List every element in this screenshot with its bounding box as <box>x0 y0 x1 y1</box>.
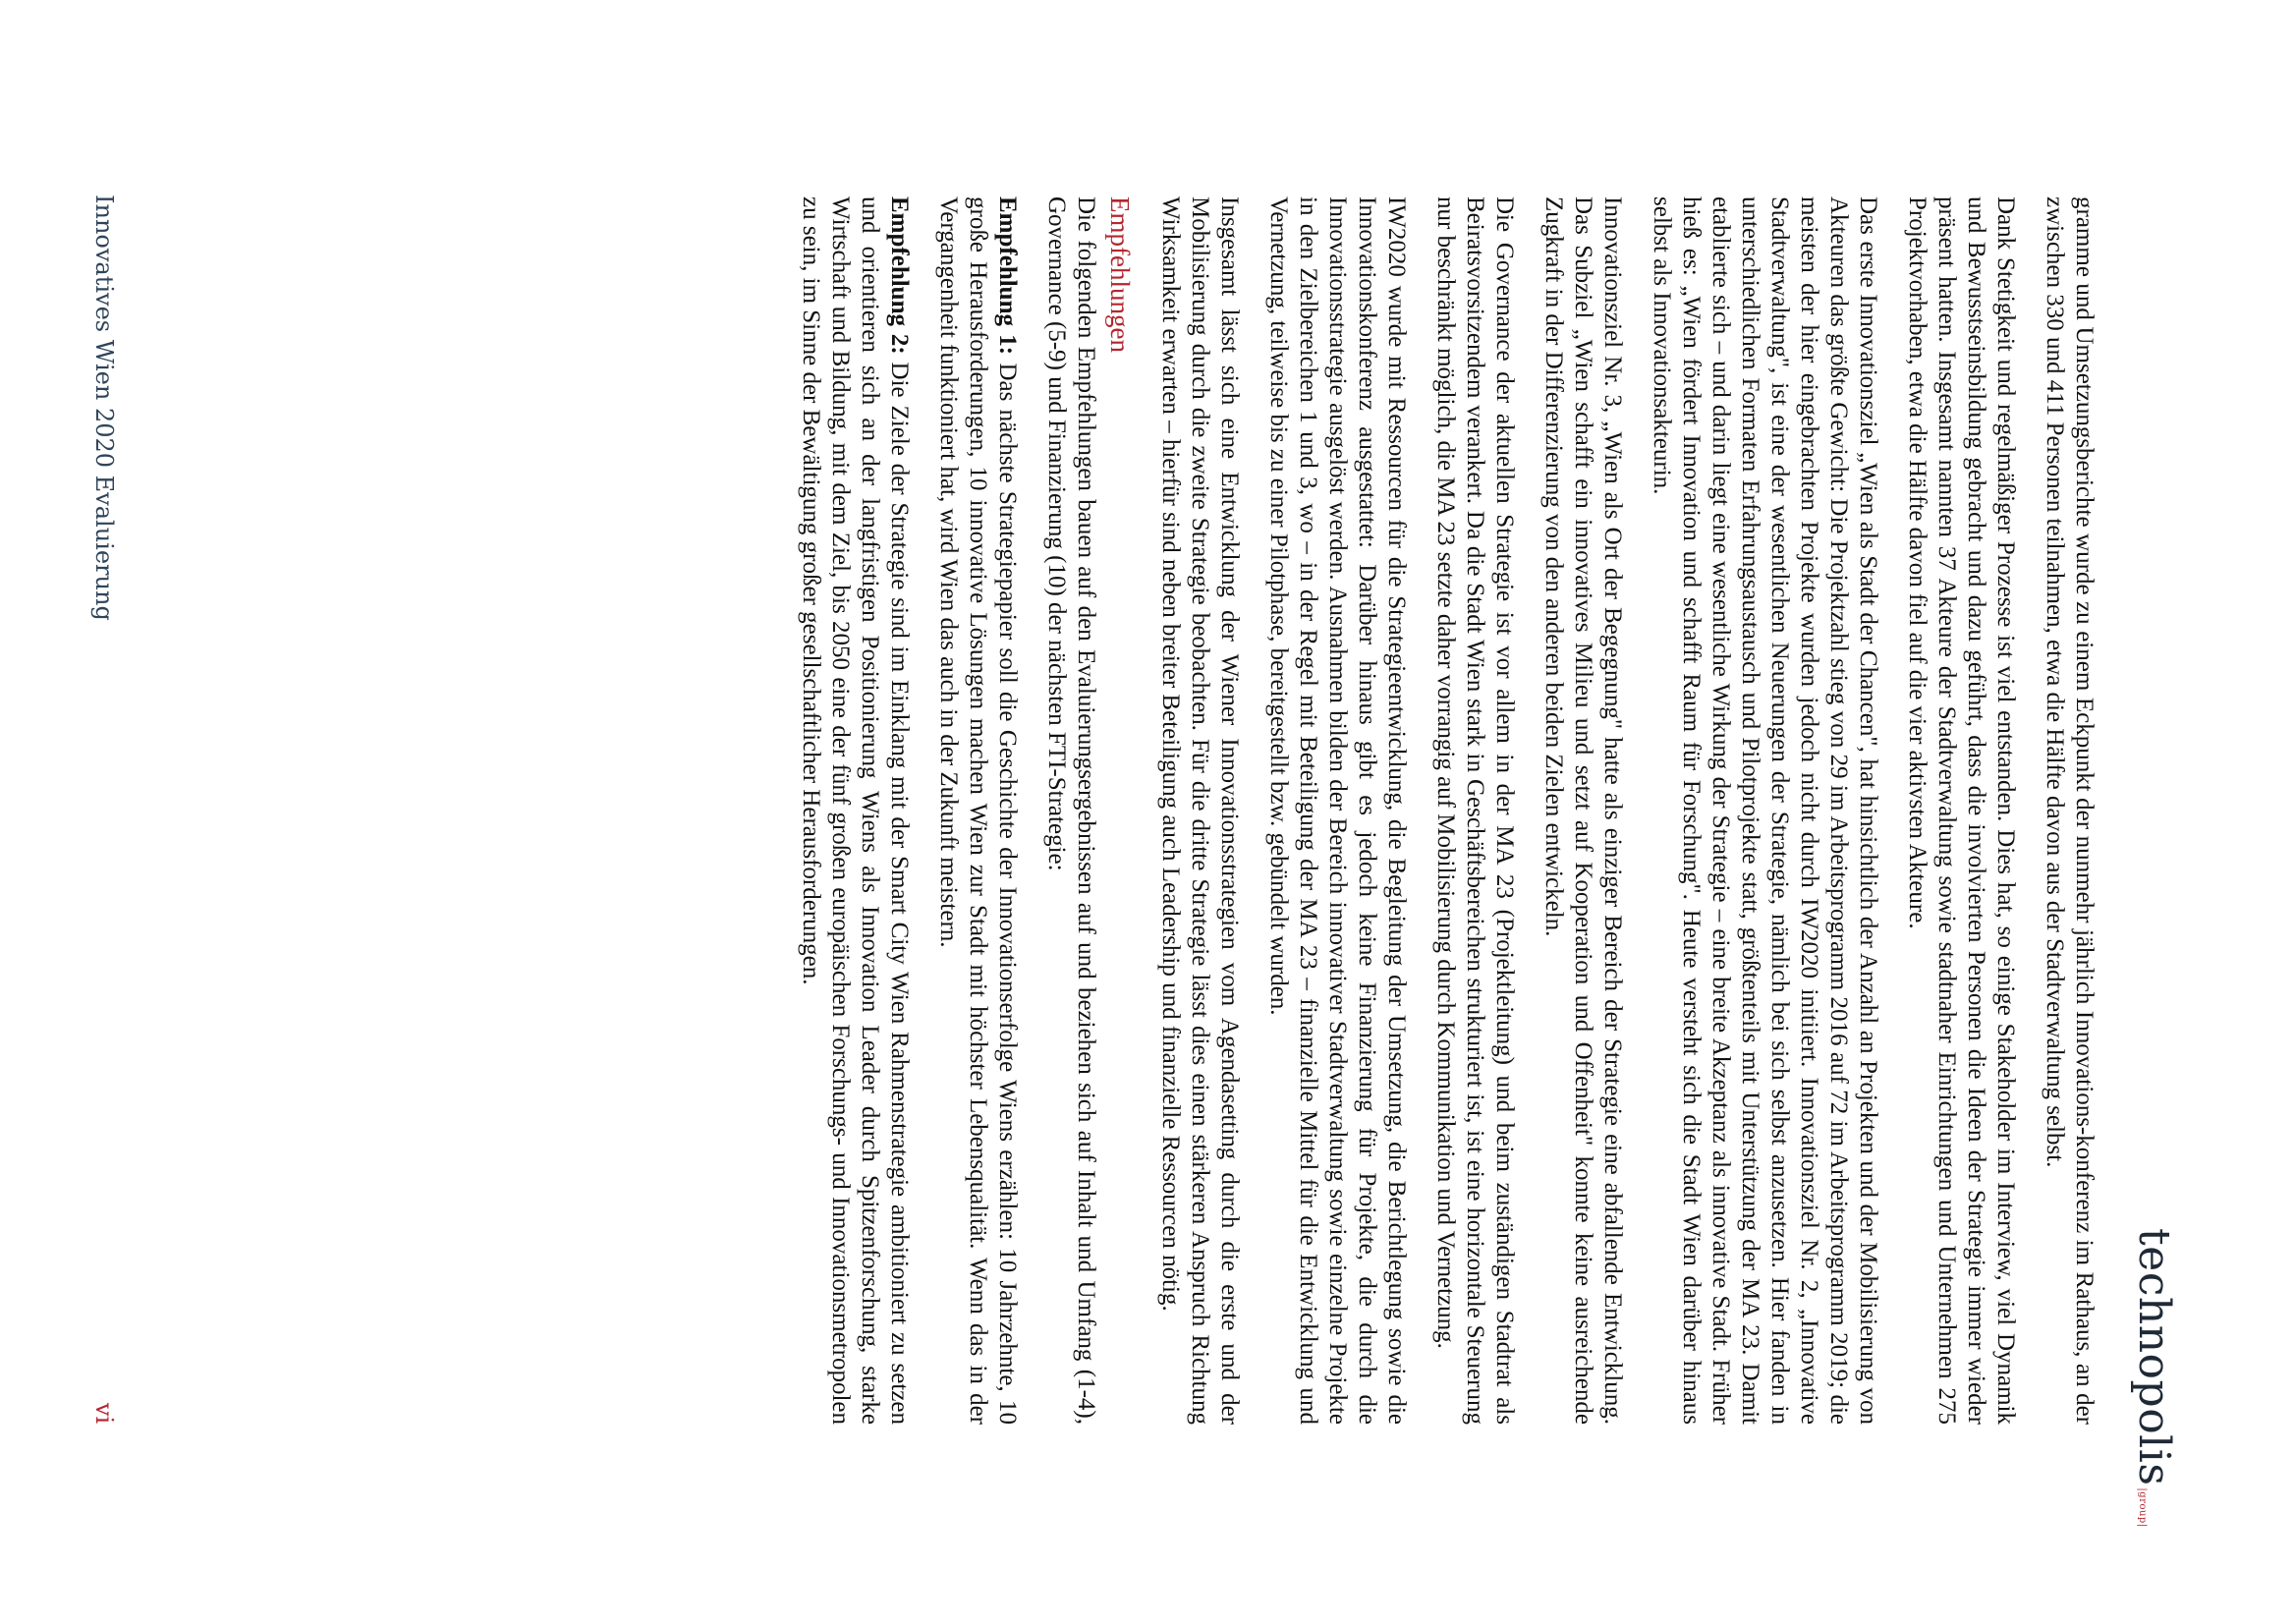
paragraph-4: Innovationsziel Nr. 3, „Wien als Ort der Begegnung" hatte als einziger Bereich der Strategie eine abfallende Entwicklung. Das Subziel „Wien schafft ein innovatives Milieu und setzt auf Kooperation und Offenheit" konnte keine ausreichende Zugkraft in der Differenzierung von den anderen beiden Zielen entwickeln. <box>1540 196 1626 1425</box>
paragraph-2: Dank Stetigkeit und regelmäßiger Prozesse ist viel entstanden. Dies hat, so einige Stakeholder im Interview, viel Dynamik und Bewusstseinsbildung gebracht und dazu geführt, dass die involvierten Personen die Ideen der Strategie immer wieder präsent hatten. Insgesamt nannten 37 Akteure der Stadtverwaltung sowie stadtnaher Einrichtungen und Unternehmen 275 Projektvorhaben, etwa die Hälfte davon fiel auf die vier aktivsten Akteure. <box>1904 196 2019 1425</box>
recommendation-2-label: Empfehlung 2: <box>886 196 913 355</box>
recommendation-1-label: Empfehlung 1: <box>994 196 1021 356</box>
paragraph-6: IW2020 wurde mit Ressourcen für die Strategieentwicklung, die Begleitung der Umsetzung, die Berichtlegung sowie die Innovationskonferenz ausgestattet: Darüber hinaus gibt es jedoch keine Finanzierung für Projekte, die durch die Innovationsstrategie ausgelöst werden. Ausnahmen bilden der Bereich innovativer Stadtverwaltung sowie einzelne Projekte in den Zielbereichen 1 und 3, wo – in der Regel mit Beteiligung der MA 23 – finanzielle Mittel für die Entwicklung und Vernetzung, teilweise bis zu einer Pilotphase, bereitgestellt bzw. gebündelt wurden. <box>1265 196 1410 1425</box>
logo-text: technopolis <box>2129 1228 2179 1486</box>
recommendation-1-text: Das nächste Strategiepapier soll die Geschichte der Innovationserfolge Wiens erzählen: 10 Jahrzehnte, 10 große Herausforderungen, 10 innovative Lösungen machen Wien zur Stadt mit höchster Lebensqualität. Wenn das in der Vergangenheit funktioniert hat, wird Wien das auch in der Zukunft meistern. <box>935 196 1021 1425</box>
paragraph-8: Die folgenden Empfehlungen bauen auf den Evaluierungsergebnissen auf und beziehen sich auf Inhalt und Umfang (1-4), Governance (5-9) und Finanzierung (10) der nächsten FTI-Strategie: <box>1043 196 1099 1425</box>
logo-subscript: |group| <box>2137 1487 2148 1528</box>
technopolis-logo <box>2129 1228 2179 1528</box>
footer-document-title: Innovatives Wien 2020 Evaluierung <box>90 195 118 621</box>
paragraph-5: Die Governance der aktuellen Strategie ist vor allem in der MA 23 (Projektleitung) und beim zuständigen Stadtrat als Beiratsvorsitzendem verankert. Da die Stadt Wien stark in Geschäftsbereichen strukturiert ist, ist eine horizontale Steuerung nur beschränkt möglich, die MA 23 setzte daher vorrangig auf Mobilisierung durch Kommunikation und Vernetzung. <box>1432 196 1518 1425</box>
recommendation-1 <box>933 196 1022 1425</box>
paragraph-1: gramme und Umsetzungsberichte wurde zu einem Eckpunkt der nunmehr jährlich Innovations-konferenz im Rathaus, an der zwischen 330 und 411 Personen teilnahmen, etwa die Hälfte davon aus der Stadtverwaltung selbst. <box>2042 196 2098 1425</box>
footer-page-number: vi <box>90 1403 118 1425</box>
recommendation-2-text: Die Ziele der Strategie sind im Einklang mit der Smart City Wien Rahmenstrategie ambitioniert zu setzen und orientieren sich an der langfristigen Positionierung Wiens als Innovation Leader durch Spitzenforschung, starke Wirtschaft und Bildung, mit dem Ziel, bis 2050 eine der fünf großen europäischen Forschungs- und Innovationsmetropolen zu sein, im Sinne der Bewältigung großer gesellschaftlicher Herausforderungen. <box>798 196 913 1425</box>
body-text <box>776 196 2099 1425</box>
section-heading-empfehlungen: Empfehlungen <box>1105 196 1135 353</box>
recommendation-2 <box>796 196 914 1425</box>
paragraph-3: Das erste Innovationsziel „Wien als Stadt der Chancen", hat hinsichtlich der Anzahl an Projekten und der Mobilisierung von Akteuren das größte Gewicht: Die Projektzahl stieg von 29 im Arbeitsprogramm 2016 auf 72 im Arbeitsprogramm 2019; die meisten der hier eingebrachten Projekte wurden jedoch nicht durch IW2020 initiiert. Innovationsziel Nr. 2, „Innovative Stadtverwaltung", ist eine der wesentlichen Neuerungen der Strategie, nämlich bei sich selbst anzusetzen. Hier fanden in unterschiedlichen Formaten Erfahrungsaustausch und Pilotprojekte statt, größtenteils mit Unterstützung der MA 23. Damit etablierte sich – und darin liegt eine wesentliche Wirkung der Strategie – eine breite Akzeptanz als innovative Stadt. Früher hieß es: „Wien fördert Innovation und schafft Raum für Forschung". Heute versteht sich die Stadt Wien darüber hinaus selbst als Innovationsakteurin. <box>1649 196 1881 1425</box>
paragraph-7: Insgesamt lässt sich eine Entwicklung der Wiener Innovationsstrategien vom Agendasetting durch die erste und der Mobilisierung durch die zweite Strategie beobachten. Für die dritte Strategie lässt dies einen stärkeren Anspruch Richtung Wirksamkeit erwarten – hierfür sind neben breiter Beteiligung auch Leadership und finanzielle Ressourcen nötig. <box>1157 196 1243 1425</box>
